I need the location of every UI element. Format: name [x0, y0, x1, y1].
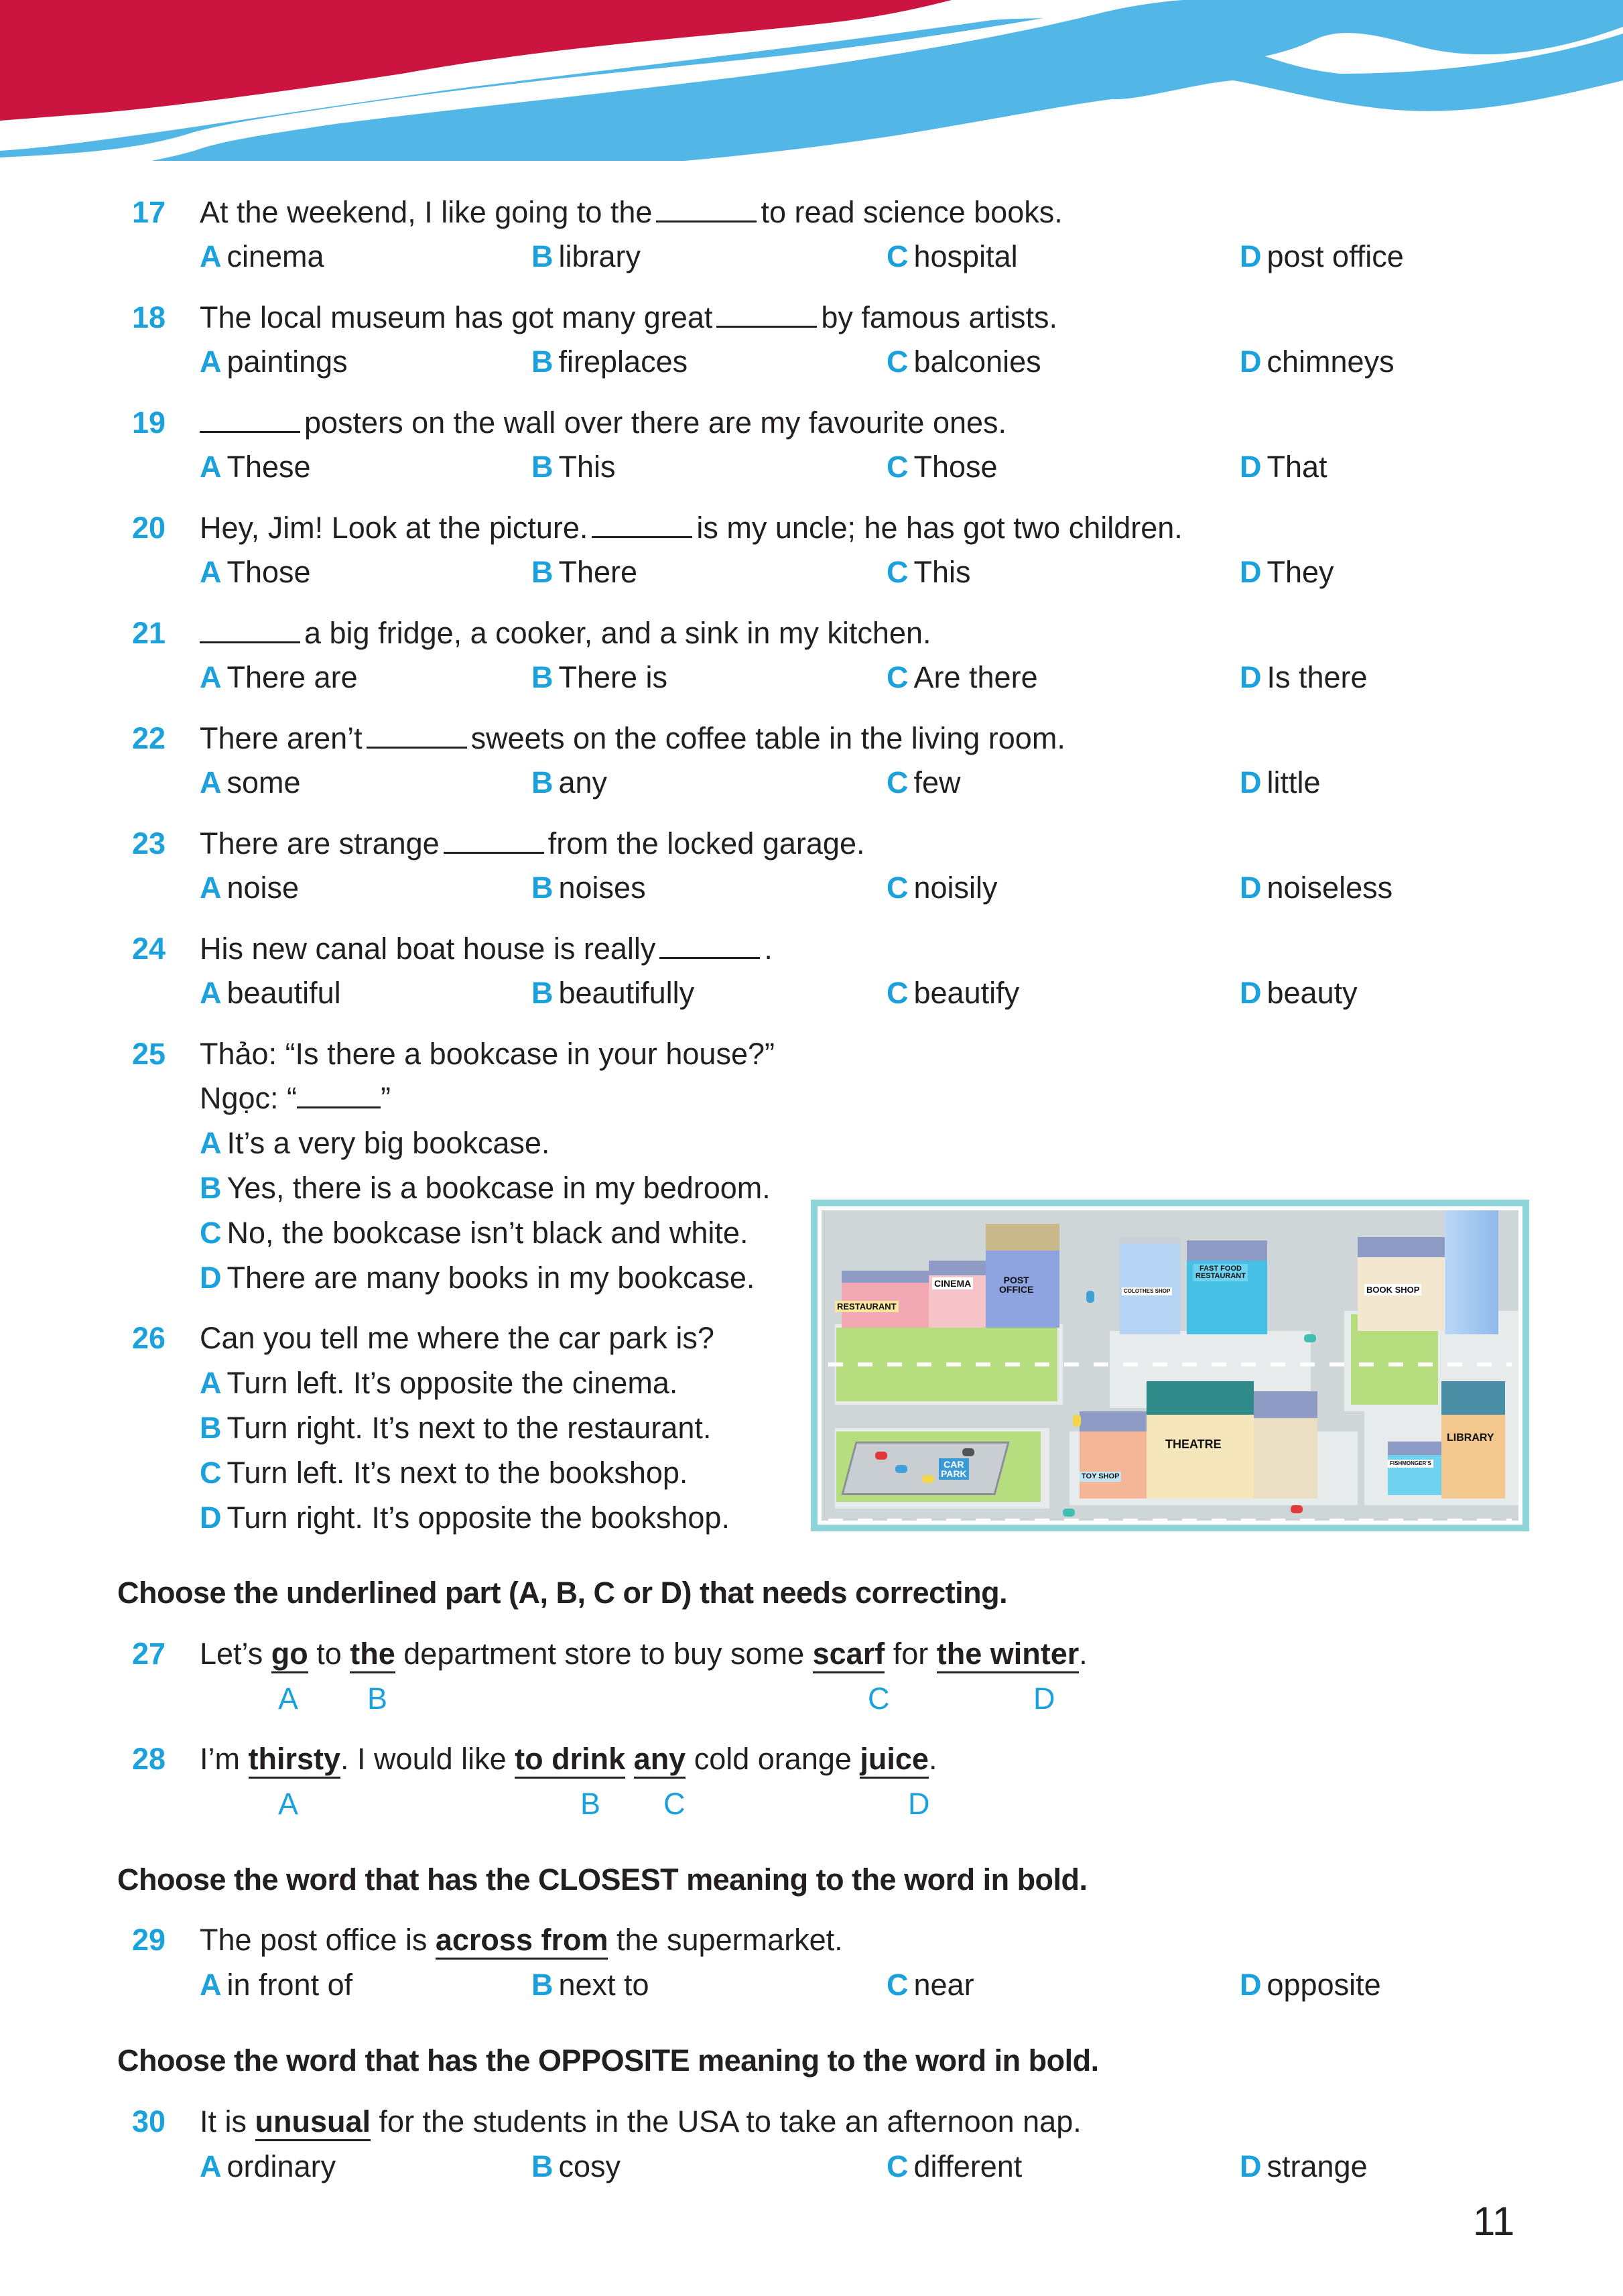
- option-a[interactable]: A Those: [200, 555, 311, 589]
- cinema-building: [929, 1261, 986, 1328]
- option-c[interactable]: C beautify: [887, 976, 1020, 1010]
- bold-word: across from: [436, 1923, 608, 1960]
- toy-shop-label: TOY SHOP: [1080, 1472, 1121, 1482]
- option-b[interactable]: B fireplaces: [531, 344, 688, 379]
- option-c[interactable]: C different: [887, 2149, 1023, 2183]
- option-d[interactable]: D opposite: [1240, 1968, 1381, 2002]
- option-d[interactable]: D beauty: [1240, 976, 1358, 1010]
- option-a[interactable]: A cinema: [200, 239, 324, 273]
- question-number: 18: [132, 300, 166, 334]
- option-a[interactable]: A It’s a very big bookcase.: [200, 1126, 550, 1160]
- town-map-illustration: [811, 1200, 1529, 1531]
- question-number: 27: [132, 1637, 166, 1671]
- option-a[interactable]: A beautiful: [200, 976, 341, 1010]
- clothes-shop-building: [1120, 1237, 1180, 1334]
- option-d[interactable]: D Turn right. It’s opposite the bookshop.: [200, 1501, 730, 1535]
- header-wave-banner: [0, 0, 1623, 161]
- mark-c: C: [868, 1681, 890, 1716]
- mark-a: A: [278, 1787, 299, 1821]
- answer-blank: [444, 828, 544, 854]
- question-number: 23: [132, 826, 166, 860]
- option-c[interactable]: C near: [887, 1968, 974, 2002]
- option-d[interactable]: D noiseless: [1240, 871, 1393, 905]
- question-number: 28: [132, 1742, 166, 1776]
- question-stem: The local museum has got many great by famous artists.: [200, 300, 1057, 334]
- option-d[interactable]: D chimneys: [1240, 344, 1394, 379]
- option-a[interactable]: A in front of: [200, 1968, 353, 2002]
- question-stem: I’m thirsty. I would like to drink any cold orange juice.: [200, 1737, 937, 1781]
- question-number: 22: [132, 721, 166, 755]
- question-stem: There are strange from the locked garage.: [200, 826, 865, 860]
- dialogue-reply: Ngọc: “ ”: [200, 1081, 391, 1115]
- restaurant-label: RESTAURANT: [835, 1301, 899, 1312]
- underlined-part-c[interactable]: scarf: [813, 1637, 885, 1673]
- question-number: 29: [132, 1923, 166, 1957]
- section-heading-correcting: Choose the underlined part (A, B, C or D) that needs correcting.: [117, 1576, 1008, 1610]
- option-c[interactable]: C hospital: [887, 239, 1018, 273]
- page-number: 11: [1473, 2199, 1515, 2244]
- option-a[interactable]: A These: [200, 450, 311, 484]
- answer-blank: [656, 196, 757, 222]
- question-number: 25: [132, 1037, 166, 1071]
- fast-food-restaurant-building: [1187, 1240, 1267, 1334]
- option-c[interactable]: C Are there: [887, 660, 1038, 694]
- bold-word: unusual: [255, 2104, 371, 2141]
- map-road: [822, 1210, 1518, 1521]
- option-a[interactable]: A noise: [200, 871, 300, 905]
- toy-shop-building: [1080, 1411, 1147, 1498]
- option-b[interactable]: B There is: [531, 660, 668, 694]
- question-number: 24: [132, 932, 166, 966]
- option-c[interactable]: C This: [887, 555, 971, 589]
- option-d[interactable]: D little: [1240, 765, 1321, 800]
- underlined-part-c[interactable]: any: [634, 1742, 686, 1779]
- question-stem: Thảo: “Is there a bookcase in your house?”: [200, 1037, 775, 1071]
- option-d[interactable]: D post office: [1240, 239, 1404, 273]
- fishmongers-label: FISHMONGER’S: [1388, 1460, 1433, 1468]
- underlined-part-d[interactable]: the winter: [937, 1637, 1080, 1673]
- option-b[interactable]: B This: [531, 450, 616, 484]
- option-d[interactable]: D They: [1240, 555, 1334, 589]
- answer-blank: [200, 407, 300, 433]
- option-b[interactable]: B beautifully: [531, 976, 695, 1010]
- mark-a: A: [278, 1681, 299, 1716]
- answer-blank: [716, 302, 817, 328]
- option-a[interactable]: A ordinary: [200, 2149, 336, 2183]
- option-b[interactable]: B There: [531, 555, 638, 589]
- answer-blank: [367, 722, 467, 749]
- section-heading-opposite: Choose the word that has the OPPOSITE meaning to the word in bold.: [117, 2043, 1099, 2078]
- book-shop-label: BOOK SHOP: [1364, 1284, 1421, 1295]
- answer-blank: [592, 512, 692, 538]
- question-stem: posters on the wall over there are my favourite ones.: [200, 401, 1007, 445]
- mark-d: D: [908, 1787, 930, 1821]
- question-number: 17: [132, 195, 166, 229]
- glass-tower-building: [1445, 1210, 1498, 1334]
- question-stem: Hey, Jim! Look at the picture. is my uncle; he has got two children.: [200, 511, 1183, 545]
- option-a[interactable]: A some: [200, 765, 301, 800]
- option-c[interactable]: C few: [887, 765, 961, 800]
- option-c[interactable]: C balconies: [887, 344, 1041, 379]
- option-b[interactable]: B Turn right. It’s next to the restaurant.: [200, 1411, 712, 1445]
- option-d[interactable]: D There are many books in my bookcase.: [200, 1261, 755, 1295]
- post-office-label: POST OFFICE: [999, 1275, 1034, 1295]
- option-d[interactable]: D Is there: [1240, 660, 1368, 694]
- option-a[interactable]: A Turn left. It’s opposite the cinema.: [200, 1366, 678, 1400]
- option-b[interactable]: B noises: [531, 871, 646, 905]
- option-c[interactable]: C Turn left. It’s next to the bookshop.: [200, 1456, 688, 1490]
- mark-b: B: [580, 1787, 601, 1821]
- question-number: 30: [132, 2104, 166, 2139]
- civic-building: [1254, 1391, 1317, 1498]
- answer-blank: [297, 1082, 381, 1108]
- cinema-label: CINEMA: [932, 1277, 973, 1289]
- option-a[interactable]: A There are: [200, 660, 358, 694]
- option-d[interactable]: D That: [1240, 450, 1327, 484]
- answer-blank: [659, 933, 760, 959]
- question-stem: At the weekend, I like going to the to read science books.: [200, 195, 1063, 229]
- option-a[interactable]: A paintings: [200, 344, 348, 379]
- clothes-shop-label: COLOTHES SHOP: [1122, 1287, 1172, 1295]
- fishmongers-building: [1388, 1442, 1441, 1495]
- mark-c: C: [663, 1787, 686, 1821]
- option-c[interactable]: C noisily: [887, 871, 998, 905]
- question-stem: The post office is across from the supermarket.: [200, 1918, 843, 1962]
- underlined-part-d[interactable]: juice: [860, 1742, 929, 1779]
- mark-b: B: [367, 1681, 388, 1716]
- car-park-area: [841, 1442, 1009, 1495]
- option-b[interactable]: B cosy: [531, 2149, 621, 2183]
- question-stem: It is unusual for the students in the USA to take an afternoon nap.: [200, 2100, 1082, 2144]
- option-c[interactable]: C No, the bookcase isn’t black and white.: [200, 1216, 749, 1250]
- underlined-part-a[interactable]: go: [271, 1637, 308, 1673]
- option-b[interactable]: B Yes, there is a bookcase in my bedroom.: [200, 1171, 771, 1205]
- theatre-label: THEATRE: [1165, 1438, 1222, 1451]
- question-number: 20: [132, 511, 166, 545]
- section-heading-closest: Choose the word that has the CLOSEST meaning to the word in bold.: [117, 1862, 1088, 1897]
- question-number: 26: [132, 1321, 166, 1355]
- option-b[interactable]: B library: [531, 239, 641, 273]
- mark-d: D: [1033, 1681, 1055, 1716]
- question-stem: Can you tell me where the car park is?: [200, 1321, 714, 1355]
- answer-blank: [200, 617, 300, 643]
- car-park-label: CAR PARK: [939, 1458, 969, 1480]
- underlined-part-a[interactable]: thirsty: [249, 1742, 341, 1779]
- question-number: 19: [132, 405, 166, 440]
- question-stem: There aren’t sweets on the coffee table in the living room.: [200, 721, 1065, 755]
- underlined-part-b[interactable]: the: [350, 1637, 395, 1673]
- library-label: LIBRARY: [1447, 1432, 1494, 1444]
- option-c[interactable]: C Those: [887, 450, 998, 484]
- restaurant-building: [842, 1271, 929, 1328]
- option-b[interactable]: B next to: [531, 1968, 649, 2002]
- question-stem: Let’s go to the department store to buy some scarf for the winter.: [200, 1632, 1088, 1676]
- option-b[interactable]: B any: [531, 765, 608, 800]
- question-stem: His new canal boat house is really .: [200, 932, 773, 966]
- underlined-part-b[interactable]: to drink: [515, 1742, 625, 1779]
- option-d[interactable]: D strange: [1240, 2149, 1368, 2183]
- fast-food-label: FAST FOOD RESTAURANT: [1193, 1264, 1248, 1281]
- question-stem: a big fridge, a cooker, and a sink in my kitchen.: [200, 611, 931, 655]
- question-number: 21: [132, 616, 166, 650]
